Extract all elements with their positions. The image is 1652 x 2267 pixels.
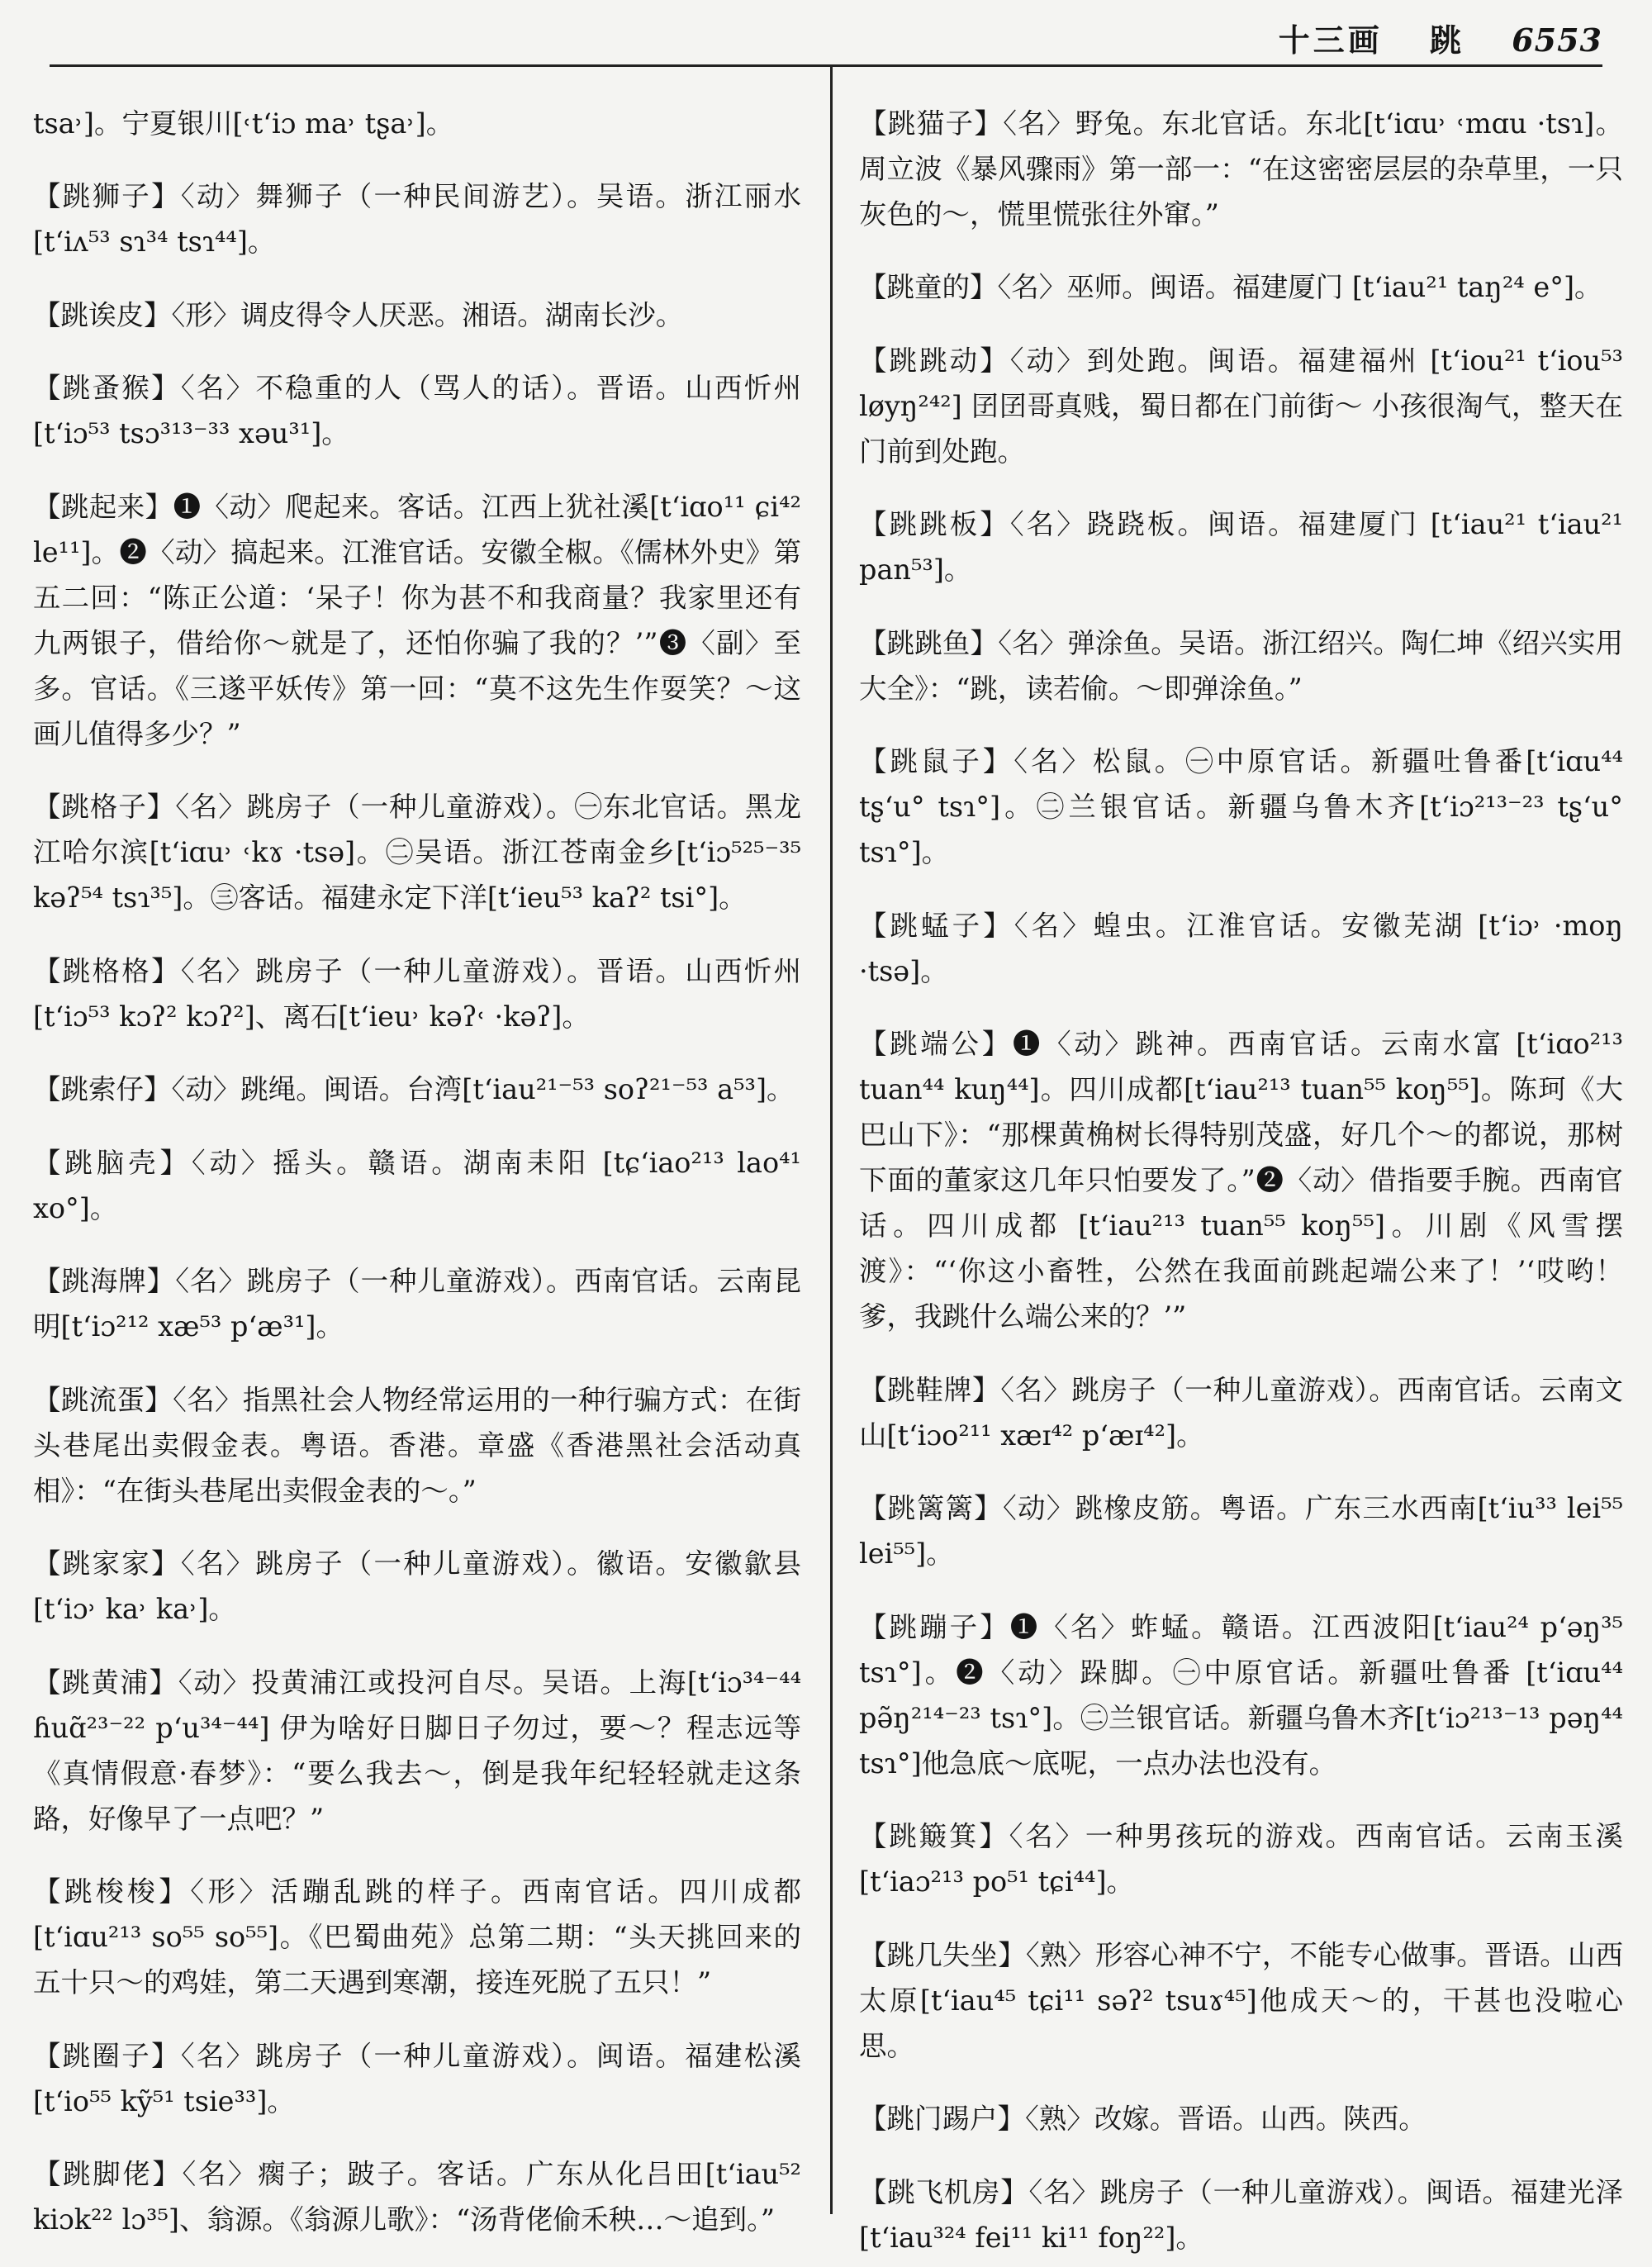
entry: 【跳童的】〈名〉巫师。闽语。福建厦门 [t‘iau²¹ taŋ²⁴ e°]。 (859, 271, 1602, 303)
entry: 【跳诶皮】〈形〉调皮得令人厌恶。湘语。湖南长沙。 (33, 298, 684, 331)
left-column (33, 73, 801, 2249)
entry: 【跳黄浦】〈动〉投黄浦江或投河自尽。吴语。上海[t‘iɔ³⁴⁻⁴⁴ ɦuɑ̃²³⁻²² p‘u³⁴⁻⁴⁴] 伊为啥好日脚日子勿过，要～？程志远等《真情假意·春梦》：“要么我去～，倒是我年纪轻轻就走这条路，好像早了一点吧？” (33, 1666, 801, 1835)
entry: 【跳脑壳】〈动〉摇头。赣语。湖南耒阳 [tɕ‘iao²¹³ lao⁴¹ xo°]。 (33, 1146, 801, 1224)
page-header (50, 15, 1602, 64)
entry: 【跳跳鱼】〈名〉弹涂鱼。吴语。浙江绍兴。陶仁坤《绍兴实用大全》：“跳，读若偷。～即弹涂鱼。” (859, 626, 1623, 705)
entry: 【跳鞋牌】〈名〉跳房子（一种儿童游戏）。西南官话。云南文山[t‘iɔo²¹¹ xæɪ⁴² p‘æɪ⁴²]。 (859, 1373, 1623, 1452)
entry: 【跳海牌】〈名〉跳房子（一种儿童游戏）。西南官话。云南昆明[t‘iɔ²¹² xæ⁵³ p‘æ³¹]。 (33, 1265, 801, 1343)
entry: 【跳门踢户】〈熟〉改嫁。晋语。山西。陕西。 (859, 2103, 1427, 2135)
entry: 【跳簸箕】〈名〉一种男孩玩的游戏。西南官话。云南玉溪[t‘iaɔ²¹³ po⁵¹ tɕi⁴⁴]。 (859, 1820, 1623, 1898)
header-rule (50, 64, 1602, 67)
entry: 【跳格子】〈名〉跳房子（一种儿童游戏）。㊀东北官话。黑龙江哈尔滨[t‘iɑu˒ ˓kɤ ·tsə]。㊁吴语。浙江苍南金乡[t‘iɔ⁵²⁵⁻³⁵ kəʔ⁵⁴ tsɿ³⁵]。㊂客话。福建永定下洋[t‘ieu⁵³ kaʔ² tsi°]。 (33, 791, 801, 914)
entry: 【跳几失坐】〈熟〉形容心神不宁，不能专心做事。晋语。山西太原[t‘iau⁴⁵ tɕi¹¹ səʔ² tsuɤ⁴⁵]他成天～的，干甚也没啦心思。 (859, 1938, 1623, 2062)
entry: 【跳跳板】〈名〉跷跷板。闽语。福建厦门 [t‘iau²¹ t‘iau²¹ pan⁵³]。 (859, 508, 1623, 586)
entry: 【跳索仔】〈动〉跳绳。闽语。台湾[t‘iau²¹⁻⁵³ soʔ²¹⁻⁵³ a⁵³]。 (33, 1073, 795, 1105)
entry: 【跳流蛋】〈名〉指黑社会人物经常运用的一种行骗方式：在街头巷尾出卖假金表。粤语。香港。章盛《香港黑社会活动真相》：“在街头巷尾出卖假金表的～。” (33, 1383, 801, 1507)
column-divider (830, 66, 833, 2214)
entry: 【跳圈子】〈名〉跳房子（一种儿童游戏）。闽语。福建松溪[t‘io⁵⁵ kỹ⁵¹ tsie³³]。 (33, 2039, 801, 2117)
entry: 【跳鼠子】〈名〉松鼠。㊀中原官话。新疆吐鲁番[t‘iɑu⁴⁴ tʂ‘u° tsɿ°]。㊁兰银官话。新疆乌鲁木齐[t‘iɔ²¹³⁻²³ tʂ‘u° tsɿ°]。 (859, 745, 1623, 868)
entry: 【跳篱篱】〈动〉跳橡皮筋。粤语。广东三水西南[t‘iu³³ lei⁵⁵ lei⁵⁵]。 (859, 1492, 1623, 1570)
entry: 【跳梭梭】〈形〉活蹦乱跳的样子。西南官话。四川成都 [t‘iɑu²¹³ so⁵⁵ so⁵⁵]。《巴蜀曲苑》总第二期：“头天挑回来的五十只～的鸡娃，第二天遇到寒潮，接连死脱了五只！” (33, 1875, 801, 1998)
entry: 【跳蹦子】❶〈名〉蚱蜢。赣语。江西波阳[t‘iau²⁴ p‘əŋ³⁵ tsɿ°]。❷〈动〉跺脚。㊀中原官话。新疆吐鲁番 [t‘iɑu⁴⁴ pə̃ŋ²¹⁴⁻²³ tsɿ°]。㊁兰银官话。新疆乌鲁木齐[t‘iɔ²¹³⁻¹³ pəŋ⁴⁴ tsɿ°]他急底～底呢，一点办法也没有。 (859, 1610, 1623, 1780)
entry: 【跳端公】❶〈动〉跳神。西南官话。云南水富 [t‘iɑo²¹³ tuan⁴⁴ kuŋ⁴⁴]。四川成都[t‘iau²¹³ tuan⁵⁵ koŋ⁵⁵]。陈珂《大巴山下》：“那棵黄桷树长得特别茂盛，好几个～的都说，那树下面的董家这几年只怕要发了。”❷〈动〉借指要手腕。西南官话。四川成都 [t‘iau²¹³ tuan⁵⁵ koŋ⁵⁵]。川剧《风雪摆渡》：“‘你这小畜牲，公然在我面前跳起端公来了！’‘哎哟！爹，我跳什么端公来的？’” (859, 1028, 1623, 1333)
entry: 【跳狮子】〈动〉舞狮子（一种民间游艺）。吴语。浙江丽水 [t‘iʌ⁵³ sɿ³⁴ tsɿ⁴⁴]。 (33, 180, 801, 258)
entry: 【跳蜢子】〈名〉蝗虫。江淮官话。安徽芜湖 [t‘iɔ˒ ·moŋ ·tsə]。 (859, 909, 1623, 987)
entry: 【跳跳动】〈动〉到处跑。闽语。福建福州 [t‘iou²¹ t‘iou⁵³ løyŋ²⁴²] 囝囝哥真贱，蜀日都在门前街～ 小孩很淘气，整天在门前到处跑。 (859, 344, 1623, 468)
section-label: 十三画 (1278, 21, 1383, 59)
entry: tsa˒]。宁夏银川[˓t‘iɔ ma˒ tʂa˒]。 (33, 107, 454, 140)
entry: 【跳脚佬】〈名〉瘸子；跛子。客话。广东从化吕田[t‘iau⁵² kiɔk²² lɔ³⁵]、翁源。《翁源儿歌》：“汤背佬偷禾秧…～追到。” (33, 2158, 801, 2236)
entry: 【跳格格】〈名〉跳房子（一种儿童游戏）。晋语。山西忻州[t‘iɔ⁵³ kɔʔ² kɔʔ²]、离石[t‘ieu˒ kəʔ˓ ·kəʔ]。 (33, 954, 801, 1033)
entry: 【跳飞机房】〈名〉跳房子（一种儿童游戏）。闽语。福建光泽 [t‘iau³²⁴ fei¹¹ ki¹¹ foŋ²²]。 (859, 2175, 1623, 2254)
entry: 【跳起来】❶〈动〉爬起来。客话。江西上犹社溪[t‘iɑo¹¹ ɕi⁴² le¹¹]。❷〈动〉搞起来。江淮官话。安徽全椒。《儒林外史》第五二回：“陈正公道：‘呆子！你为甚不和我商量？我家里还有九两银子，借给你～就是了，还怕你骗了我的？’”❸〈副〉至多。官话。《三遂平妖传》第一回：“莫不这先生作耍笑？～这画儿值得多少？” (33, 490, 801, 750)
entry: 【跳猫子】〈名〉野兔。东北官话。东北[t‘iɑu˒ ˓mɑu ·tsɿ]。周立波《暴风骤雨》第一部一：“在这密密层层的杂草里，一只灰色的～，慌里慌张往外窜。” (859, 107, 1623, 231)
page-number: 6553 (1512, 21, 1602, 59)
head-character: 跳 (1429, 21, 1464, 59)
entry: 【跳蚤猴】〈名〉不稳重的人（骂人的话）。晋语。山西忻州[t‘iɔ⁵³ tsɔ³¹³⁻³³ xəu³¹]。 (33, 372, 801, 449)
right-column (859, 73, 1623, 2267)
entry: 【跳家家】〈名〉跳房子（一种儿童游戏）。徽语。安徽歙县[t‘iɔ˒ ka˒ ka˒]。 (33, 1547, 801, 1625)
